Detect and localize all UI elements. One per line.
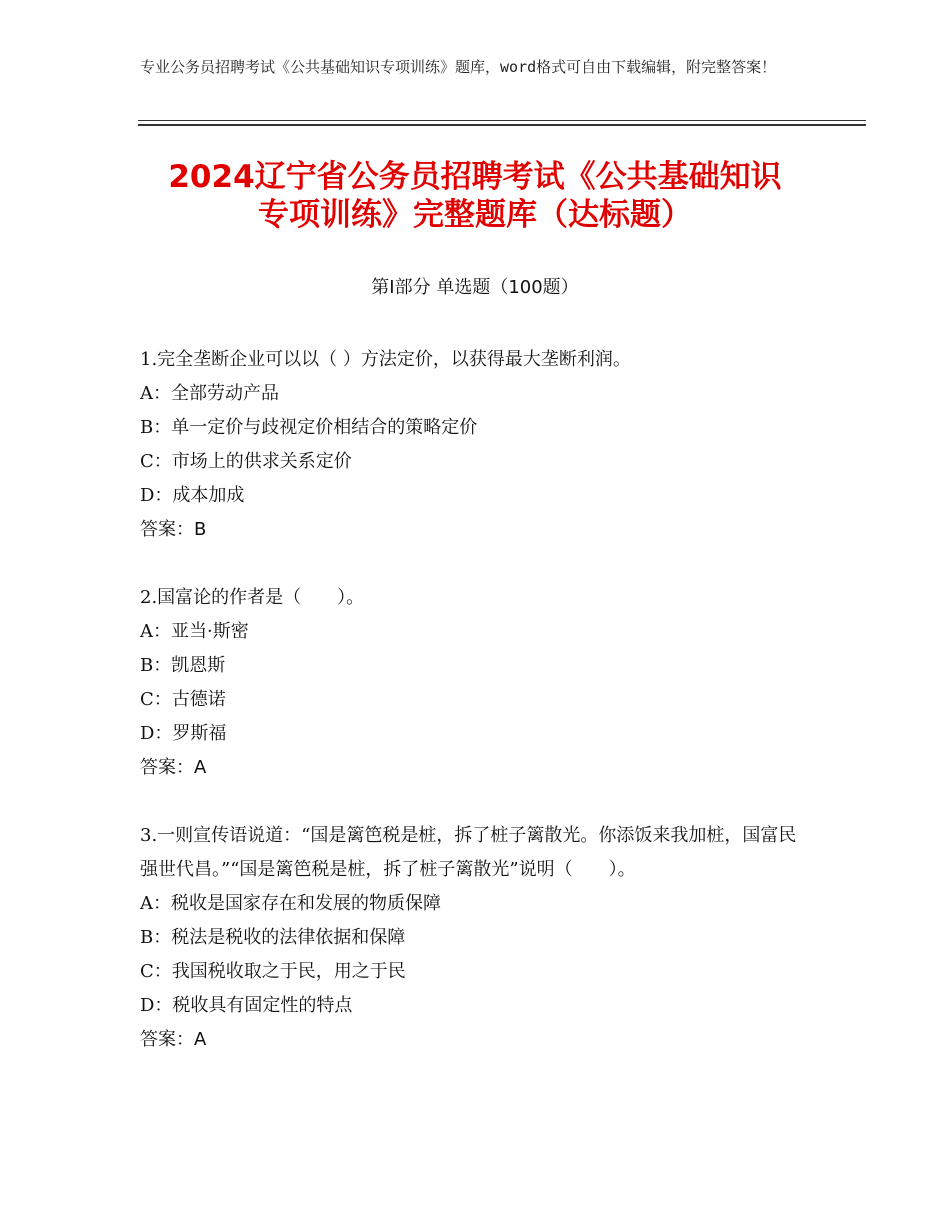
question-list <box>140 343 820 1091</box>
question-stem: 2.国富论的作者是（ ）。 <box>140 587 365 608</box>
option-d: D：成本加成 <box>140 485 245 506</box>
header-divider-thin <box>138 120 866 121</box>
section-heading: 第I部分 单选题（100题） <box>371 277 579 298</box>
header-note: 专业公务员招聘考试《公共基础知识专项训练》题库，word格式可自由下载编辑，附完整答案！ <box>140 58 777 76</box>
question-item <box>140 343 820 547</box>
answer-line: 答案：A <box>140 757 207 778</box>
document-title <box>100 158 850 234</box>
option-c: C：古德诺 <box>140 689 226 710</box>
option-b: B：凯恩斯 <box>140 655 226 676</box>
question-stem: 1.完全垄断企业可以以（ ）方法定价，以获得最大垄断利润。 <box>140 349 631 370</box>
option-b: B：单一定价与歧视定价相结合的策略定价 <box>140 417 478 438</box>
option-b: B：税法是税收的法律依据和保障 <box>140 927 406 948</box>
header-divider-thick <box>138 124 866 126</box>
answer-line: 答案：A <box>140 1029 207 1050</box>
answer-line: 答案：B <box>140 519 207 540</box>
question-item <box>140 819 820 1057</box>
option-a: A：全部劳动产品 <box>140 383 279 404</box>
question-stem: 3.一则宣传语说道：“国是篱笆税是桩，拆了桩子篱散光。你添饭来我加桩，国富民强世代昌。”“国是篱笆税是桩，拆了桩子篱散光”说明（ ）。 <box>140 825 797 880</box>
title-line-1: 2024辽宁省公务员招聘考试《公共基础知识 <box>168 159 782 195</box>
option-d: D：罗斯福 <box>140 723 227 744</box>
option-d: D：税收具有固定性的特点 <box>140 995 353 1016</box>
option-c: C：市场上的供求关系定价 <box>140 451 352 472</box>
option-c: C：我国税收取之于民，用之于民 <box>140 961 406 982</box>
option-a: A：亚当·斯密 <box>140 621 249 642</box>
question-item <box>140 581 820 785</box>
title-line-2: 专项训练》完整题库（达标题） <box>258 197 692 233</box>
option-a: A：税收是国家存在和发展的物质保障 <box>140 893 441 914</box>
